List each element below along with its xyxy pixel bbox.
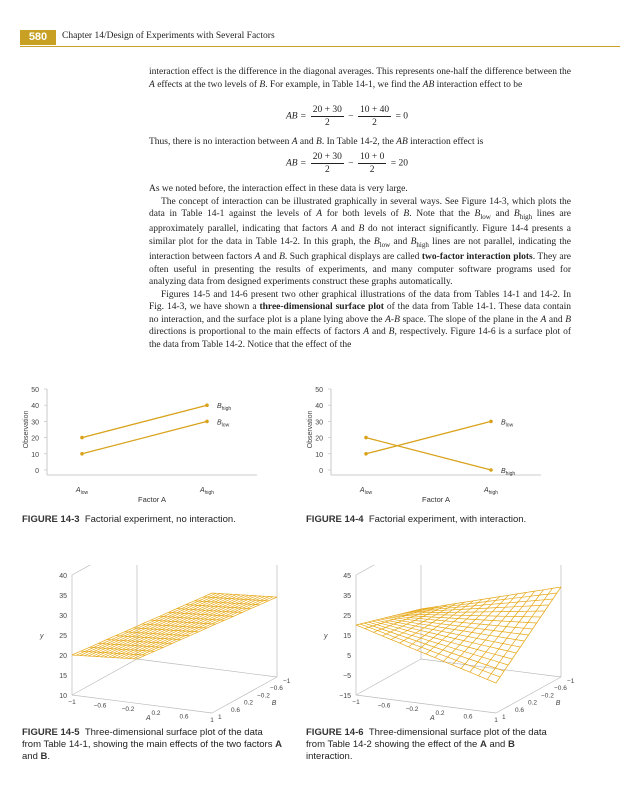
z-tick-label: 15 [343,633,351,640]
y-tick-label: 10 [315,451,323,459]
z-tick-label: 5 [347,653,351,660]
z-axis-label: y [40,633,44,640]
b-tick-label: −0.6 [270,685,283,693]
surface-grid-line [72,593,212,655]
z-axis-label: y [324,633,328,640]
series-line-b-high [366,438,491,470]
z-tick-label: −15 [339,693,351,700]
equation-1: AB = $\frac{20 + 30}{2}$ − $\frac{10 + 40}{2}$ = 0 [286,105,408,128]
surface-grid-line [133,597,273,659]
z-tick-label: 30 [59,613,67,620]
b-tick-label: 0.2 [528,699,538,707]
a-axis-label: A [430,715,435,722]
surface-grid-line [113,596,253,658]
y-tick-label: 30 [315,419,323,427]
z-tick-label: 35 [59,593,67,600]
a-tick-label: 0.6 [179,713,189,721]
data-point [205,403,209,407]
paragraph-3-5 [149,183,571,351]
y-tick-label: 40 [315,403,323,411]
surface-grid-line [109,595,249,657]
x-tick-label: $A_{low}$ [75,487,89,496]
data-point [364,452,368,456]
a-tick-label: 0.6 [463,713,473,721]
z-tick-label: 20 [59,653,67,660]
series-label: $B_{high}$ [217,403,232,413]
box-edge [356,659,421,695]
surface-grid-line [121,596,261,658]
surface-grid-line [129,597,269,659]
data-point [364,436,368,440]
surface-grid-line [356,625,496,683]
figure-14-5-caption: FIGURE 14-5 Three-dimensional surface plot of the data from Table 14-1, showing the main effects of the two factors A and B. [22,727,282,762]
box-edge [137,659,277,677]
z-tick-label: 25 [59,633,67,640]
surface-grid-line [96,595,236,657]
surface-grid-line [137,597,277,659]
series-line-b-low [366,421,491,453]
x-tick-label: $A_{high}$ [483,487,499,496]
box-edge [72,565,137,575]
a-tick-label: 1 [494,717,498,724]
b-tick-label: 0.6 [231,706,241,714]
series-line-b-high [82,405,207,437]
b-tick-label: −0.2 [541,692,554,700]
b-tick-label: 0.2 [244,699,254,707]
surface-grid-line [105,595,245,657]
x-tick-label: $A_{low}$ [359,487,373,496]
box-edge [72,659,137,695]
y-tick-label: 0 [35,468,39,475]
header-divider [20,46,620,47]
page-number: 580 [20,30,56,45]
data-point [205,420,209,424]
a-tick-label: −1 [68,699,76,706]
a-tick-label: −0.6 [377,702,391,710]
y-tick-label: 20 [31,435,39,443]
surface-grid-line [125,596,265,658]
figure-14-6-chart [306,565,596,725]
x-axis-label: Factor A [422,495,450,504]
x-axis-label: Factor A [138,495,166,504]
b-tick-label: −0.2 [257,692,270,700]
a-axis-label: A [146,715,151,722]
b-axis-label: B [555,700,561,708]
paragraph-5: Figures 14-5 and 14-6 present two other graphical illustrations of the data from Tables 14-1 and 14-2. In Fig. 14-3, we have shown a three-dimensional surface plot of the data from Table 14-1. These data contain no interaction, and the surface plot is a plane lying above the A-B space. The slope of the plane in the A and B directions is proportional to the main effects of factors A and B, respectively. Figure 14-6 is a surface plot of the data from Table 14-2. Notice that the effect of the [149,289,572,350]
figure-14-6-caption: FIGURE 14-6 Three-dimensional surface plot of the data from Table 14-2 showing the effect of the A and B interaction. [306,727,547,762]
a-tick-label: 1 [210,717,214,724]
surface-grid-line [88,594,228,656]
figure-14-3-chart [22,385,292,510]
surface-grid-line [117,596,257,658]
b-axis-label: B [271,700,277,708]
data-point [80,436,84,440]
paragraph-3: As we noted before, the interaction effect in these data is very large. [149,184,408,194]
b-tick-label: −1 [567,678,575,685]
surface-grid-line [372,621,512,659]
data-point [80,452,84,456]
y-tick-label: 20 [315,435,323,443]
surface-grid-line [364,623,504,671]
surface-grid-line [389,617,529,635]
b-tick-label: −1 [283,678,291,685]
page-header [0,27,639,47]
a-tick-label: −0.2 [405,706,419,714]
series-line-b-low [82,421,207,453]
figure-14-3-caption: FIGURE 14-3 Factorial experiment, no interaction. [22,514,236,525]
a-tick-label: 0.2 [435,709,445,717]
series-label: $B_{high}$ [501,468,516,477]
z-tick-label: 25 [343,613,351,620]
paragraph-1: interaction effect is the difference in the diagonal averages. This represents one-half the difference between the A effects at the two levels of B. For example, in Table 14-1, we find the AB interaction effect to be [149,67,571,90]
z-tick-label: 35 [343,593,351,600]
b-tick-label: −0.6 [554,685,567,693]
surface-grid-line [417,593,557,610]
chapter-title: Chapter 14/Design of Experiments with Several Factors [62,31,275,41]
y-tick-label: 30 [31,419,39,427]
series-label: $B_{low}$ [501,419,514,429]
z-tick-label: −5 [343,673,351,680]
z-tick-label: 10 [59,693,67,700]
y-tick-label: 50 [31,387,39,394]
b-tick-label: 1 [218,714,222,721]
z-tick-label: 40 [59,573,67,580]
y-tick-label: 0 [319,468,323,475]
data-point [489,420,493,424]
surface-grid-line [368,622,508,665]
a-tick-label: −0.2 [121,706,135,714]
surface-grid-line [360,624,500,677]
series-label: $B_{low}$ [217,419,230,429]
data-point [489,468,493,472]
b-tick-label: 0.6 [515,706,525,714]
x-tick-label: $A_{high}$ [199,487,215,496]
z-tick-label: 15 [59,673,67,680]
y-axis-label: Observation [23,410,30,449]
figure-14-4-caption: FIGURE 14-4 Factorial experiment, with interaction. [306,514,527,525]
surface-grid-line [100,595,240,657]
surface-grid-line [80,594,220,656]
figure-14-4-chart [306,385,576,510]
y-tick-label: 10 [31,451,39,459]
a-tick-label: 0.2 [151,709,161,717]
y-tick-label: 50 [315,387,323,394]
a-tick-label: −0.6 [93,702,107,710]
z-tick-label: 45 [343,573,351,580]
b-tick-label: 1 [502,714,506,721]
paragraph-2: Thus, there is no interaction between A and B. In Table 14-2, the AB interaction effect is [149,137,484,147]
box-edge [356,565,421,575]
figure-14-5-chart [22,565,302,725]
equation-2: AB = $\frac{20 + 30}{2}$ − $\frac{10 + 0}{2}$ = 20 [286,152,408,175]
y-tick-label: 40 [31,403,39,411]
y-axis-label: Observation [307,410,314,449]
paragraph-4: The concept of interaction can be illustrated graphically in several ways. See Figure 14-3, which plots the data in Table 14-1 against the levels of A for both levels of B. Note that the $B_{low}$ and $B_{high}$ lines are approximately parallel, indicating that factors A and B do not interact significantly. Figure 14-4 presents a similar plot for the data in Table 14-2. In this graph, the $B_{low}$ and $B_{high}$ lines are not parallel, indicating the interaction between factors A and B. Such graphical displays are called two-factor interaction plots. They are often useful in presenting the results of experiments, and many computer software programs used for analyzing data from designed experiments construct these graphs automatically. [149,196,572,288]
a-tick-label: −1 [352,699,360,706]
